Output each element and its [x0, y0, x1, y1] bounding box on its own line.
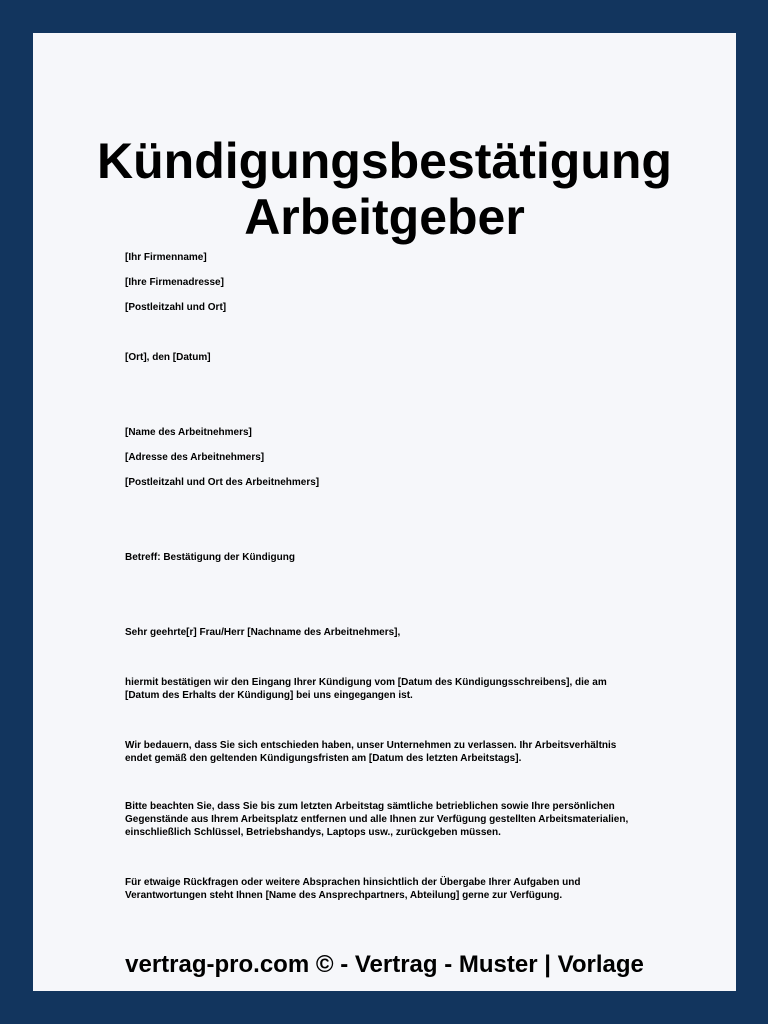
- document-page: [33, 33, 736, 991]
- paragraph-3-line-2: Gegenstände aus Ihrem Arbeitsplatz entfernen und alle Ihnen zur Verfügung gestellten Arbeitsmaterialien,: [125, 814, 629, 825]
- paragraph-1-line-1: hiermit bestätigen wir den Eingang Ihrer Kündigung vom [Datum des Kündigungsschreibens], die am: [125, 677, 607, 688]
- paragraph-3-line-1: Bitte beachten Sie, dass Sie bis zum letzten Arbeitstag sämtliche betrieblichen sowie Ihre persönlichen: [125, 801, 615, 812]
- title-line-2: Arbeitgeber: [244, 189, 525, 245]
- paragraph-4-line-2: Verantwortungen steht Ihnen [Name des Ansprechpartners, Abteilung] gerne zur Verfügung.: [125, 890, 563, 901]
- paragraph-2-line-1: Wir bedauern, dass Sie sich entschieden haben, unser Unternehmen zu verlassen. Ihr Arbeitsverhältnis: [125, 740, 617, 751]
- document-title: [33, 133, 736, 245]
- subject-line: Betreff: Bestätigung der Kündigung: [125, 552, 295, 563]
- recipient-name: [Name des Arbeitnehmers]: [125, 427, 252, 438]
- sender-address: [Ihre Firmenadresse]: [125, 277, 224, 288]
- sender-postal-city: [Postleitzahl und Ort]: [125, 302, 227, 313]
- recipient-address: [Adresse des Arbeitnehmers]: [125, 452, 265, 463]
- title-line-1: Kündigungsbestätigung: [97, 133, 672, 189]
- paragraph-1-line-2: [Datum des Erhalts der Kündigung] bei uns eingegangen ist.: [125, 690, 413, 701]
- salutation: Sehr geehrte[r] Frau/Herr [Nachname des Arbeitnehmers],: [125, 627, 401, 638]
- paragraph-4-line-1: Für etwaige Rückfragen oder weitere Absprachen hinsichtlich der Übergabe Ihrer Aufgaben und: [125, 877, 581, 888]
- footer-watermark: vertrag-pro.com © - Vertrag - Muster | Vorlage: [125, 951, 644, 978]
- paragraph-3-line-3: einschließlich Schlüssel, Betriebshandys, Laptops usw., zurückgeben müssen.: [125, 827, 501, 838]
- sender-company: [Ihr Firmenname]: [125, 252, 207, 263]
- paragraph-2-line-2: endet gemäß den geltenden Kündigungsfristen am [Datum des letzten Arbeitstags].: [125, 753, 522, 764]
- date-line: [Ort], den [Datum]: [125, 352, 211, 363]
- recipient-postal-city: [Postleitzahl und Ort des Arbeitnehmers]: [125, 477, 320, 488]
